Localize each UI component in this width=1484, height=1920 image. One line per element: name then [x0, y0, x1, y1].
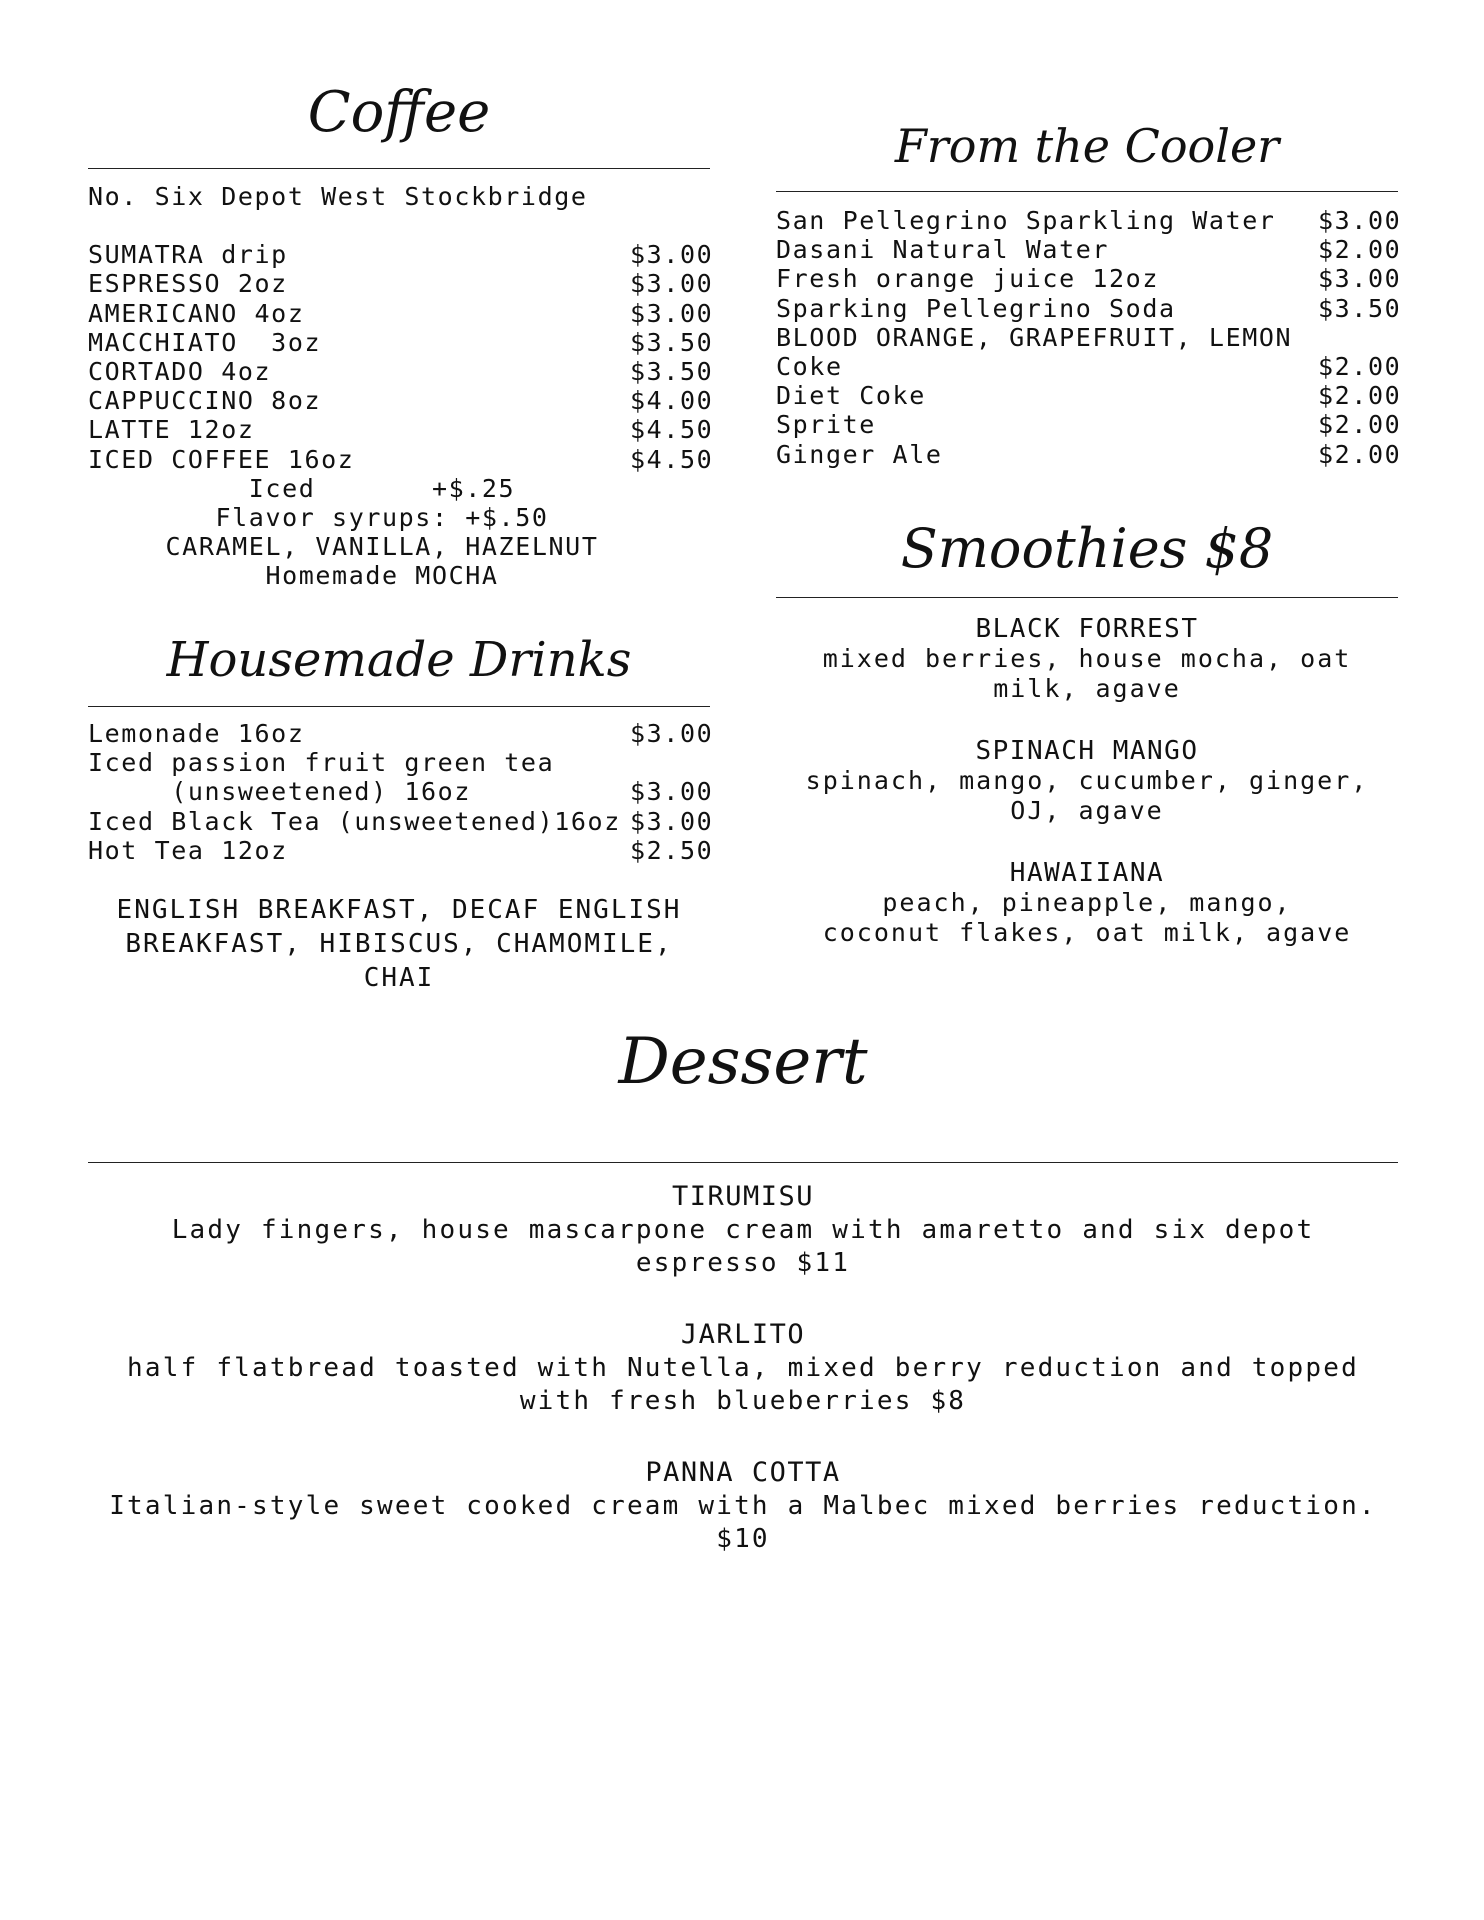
item-price: $2.00: [1318, 439, 1402, 469]
menu-item: [88, 386, 714, 416]
item-price: $2.50: [630, 835, 714, 865]
dessert-section: [88, 1180, 1398, 1556]
dessert-name: TIRUMISU: [671, 1181, 815, 1212]
syrup-flavors: CARAMEL, VANILLA, HAZELNUT: [165, 532, 599, 562]
menu-item: [776, 352, 1402, 382]
menu-item: [88, 444, 714, 474]
menu-item: [776, 381, 1402, 411]
dessert-desc: half flatbread toasted with Nutella, mixed berry reduction and topped with fresh blueberries $8: [127, 1353, 1359, 1416]
item-price: $3.00: [1318, 206, 1402, 235]
smoothie-desc: spinach, mango, cucumber, ginger, OJ, agave: [805, 766, 1369, 825]
cooler-divider: [776, 191, 1398, 192]
item-name: CORTADO 4oz: [88, 357, 272, 387]
item-price: $4.00: [630, 386, 714, 416]
passion-tea-line1: Iced passion fruit green tea: [88, 748, 555, 778]
housemade-divider: [88, 706, 710, 707]
item-name: BLOOD ORANGE, GRAPEFRUIT, LEMON: [776, 322, 1293, 352]
item-name: LATTE 12oz: [88, 415, 255, 445]
item-price: $3.50: [630, 357, 714, 387]
item-name: SUMATRA drip: [88, 240, 288, 270]
dessert-heading: Dessert: [618, 1025, 868, 1099]
dessert-desc: Italian-style sweet cooked cream with a Malbec mixed berries reduction. $10: [109, 1491, 1377, 1554]
item-name: Sprite: [776, 410, 876, 440]
item-name: Hot Tea 12oz: [88, 835, 288, 865]
item-price: $2.00: [1318, 410, 1402, 440]
housemade-heading: Housemade Drinks: [166, 632, 632, 688]
smoothie-desc: mixed berries, house mocha, oat milk, agave: [822, 644, 1352, 703]
item-price: [1318, 323, 1398, 352]
dessert-name: JARLITO: [680, 1319, 806, 1350]
item-price: $3.00: [1318, 264, 1402, 294]
item-name: ESPRESSO 2oz: [88, 269, 288, 299]
menu-item: [88, 298, 714, 328]
passion-tea-line2: (unsweetened) 16oz: [88, 777, 471, 807]
item-name: CAPPUCCINO 8oz: [88, 386, 322, 416]
smoothie-name: SPINACH MANGO: [975, 736, 1199, 766]
item-name: San Pellegrino Sparkling Water: [776, 206, 1276, 235]
item-price: $3.00: [630, 806, 714, 836]
menu-item: [776, 410, 1402, 440]
smoothie-name: HAWAIIANA: [1009, 858, 1165, 888]
item-price: $3.00: [630, 719, 714, 748]
coffee-divider: [88, 168, 710, 169]
smoothies-heading: Smoothies $8: [900, 517, 1274, 580]
menu-item: [776, 235, 1402, 265]
item-name: Sparking Pellegrino Soda: [776, 293, 1176, 323]
mocha-note: Homemade MOCHA: [265, 561, 499, 591]
item-name: ICED COFFEE 16oz: [88, 444, 355, 474]
item-price: $3.00: [630, 269, 714, 299]
menu-item: [776, 439, 1402, 469]
menu-item: [88, 269, 714, 299]
coffee-heading: Coffee: [307, 80, 491, 145]
dessert-name: PANNA COTTA: [645, 1457, 841, 1488]
item-name: AMERICANO 4oz: [88, 298, 305, 328]
cooler-heading: From the Cooler: [894, 119, 1280, 173]
menu-item: [88, 777, 714, 807]
menu-item: [88, 806, 714, 836]
menu-item: [776, 206, 1402, 235]
menu-item: [88, 719, 714, 748]
smoothies-divider: [776, 597, 1398, 598]
dessert-divider: [88, 1162, 1398, 1163]
menu-item: [88, 835, 714, 865]
dessert-item: [88, 1318, 1398, 1418]
item-price: $3.00: [630, 298, 714, 328]
item-name: Diet Coke: [776, 381, 926, 411]
smoothie-item: [776, 614, 1398, 704]
item-price: $3.50: [1318, 293, 1402, 323]
item-name: Dasani Natural Water: [776, 235, 1110, 265]
syrups-note: Flavor syrups: +$.50: [215, 503, 549, 533]
menu-item: [776, 264, 1402, 294]
item-price: $4.50: [630, 415, 714, 445]
item-price: $4.50: [630, 444, 714, 474]
item-name: Lemonade 16oz: [88, 719, 305, 748]
housemade-section: [88, 719, 714, 995]
item-price: $2.00: [1318, 352, 1402, 382]
dessert-item: [88, 1180, 1398, 1280]
menu-item: [776, 323, 1398, 352]
smoothie-item: [776, 736, 1398, 826]
cooler-section: [776, 206, 1402, 469]
item-price: $3.00: [630, 777, 714, 807]
tea-list: ENGLISH BREAKFAST, DECAF ENGLISH BREAKFAST, HIBISCUS, CHAMOMILE, CHAI: [116, 895, 682, 994]
item-price: $3.50: [630, 327, 714, 357]
menu-item: [88, 357, 714, 387]
item-name: Ginger Ale: [776, 439, 943, 469]
menu-item: [88, 327, 714, 357]
item-price: $2.00: [1318, 381, 1402, 411]
dessert-desc: Lady fingers, house mascarpone cream with amaretto and six depot espresso $11: [171, 1215, 1315, 1278]
coffee-section: [88, 182, 714, 591]
location-line: No. Six Depot West Stockbridge: [88, 182, 588, 211]
item-price: $2.00: [1318, 235, 1402, 265]
item-name: Coke: [776, 352, 843, 382]
menu-item: [776, 293, 1402, 323]
smoothies-section: [776, 614, 1398, 948]
menu-item: [88, 415, 714, 445]
dessert-item: [88, 1456, 1398, 1556]
item-name: Iced Black Tea (unsweetened)16oz: [88, 806, 621, 836]
item-name: MACCHIATO 3oz: [88, 327, 322, 357]
smoothie-name: BLACK FORREST: [975, 614, 1199, 644]
smoothie-desc: peach, pineapple, mango, coconut flakes, oat milk, agave: [822, 888, 1352, 947]
smoothie-item: [776, 858, 1398, 948]
menu-item: [88, 240, 714, 270]
iced-note: Iced +$.25: [248, 473, 516, 503]
item-name: Fresh orange juice 12oz: [776, 264, 1159, 294]
item-price: $3.00: [630, 240, 714, 270]
